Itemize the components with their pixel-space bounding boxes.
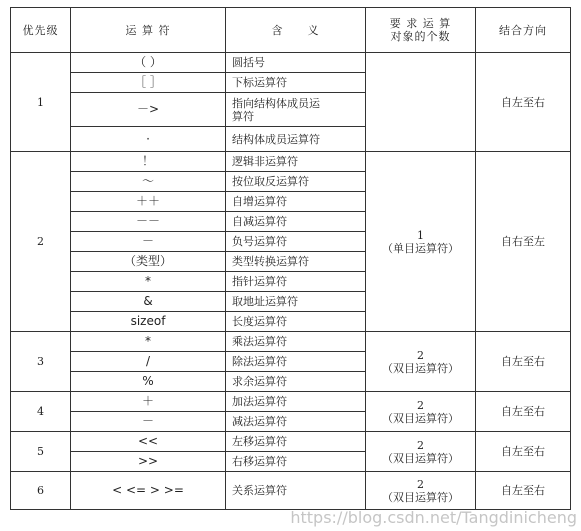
operator-cell: < <= > >= [71,472,226,510]
operator-cell: ［ ］ [71,73,226,93]
meaning-cell: 加法运算符 [226,392,366,412]
meaning-cell: 指针运算符 [226,272,366,292]
operator-cell: >> [71,452,226,472]
operator-cell: （ ） [71,53,226,73]
associativity-cell: 自左至右 [476,392,571,432]
meaning-cell: 圆括号 [226,53,366,73]
table-row [11,432,571,452]
operator-cell: ！ [71,152,226,172]
level-cell: 1 [11,53,71,152]
operand-count-cell [366,53,476,152]
operator-cell: ＋＋ [71,192,226,212]
meaning-cell: 类型转换运算符 [226,252,366,272]
operator-precedence-table [10,7,571,510]
operator-cell: / [71,352,226,372]
meaning-cell: 求余运算符 [226,372,366,392]
operand-count-cell: 2 （双目运算符） [366,472,476,510]
table-row [11,392,571,412]
operator-cell: % [71,372,226,392]
operator-cell: （类型） [71,252,226,272]
operator-cell: sizeof [71,312,226,332]
watermark-text: https://blog.csdn.net/Tangdinicheng [290,508,577,527]
level-cell: 3 [11,332,71,392]
associativity-cell: 自左至右 [476,53,571,152]
table-row [11,152,571,172]
level-cell: 4 [11,392,71,432]
operand-count-cell: 2 （双目运算符） [366,392,476,432]
table-row [11,472,571,510]
meaning-cell: 自减运算符 [226,212,366,232]
level-cell: 6 [11,472,71,510]
operator-cell: * [71,332,226,352]
operator-cell: － [71,232,226,252]
level-cell: 2 [11,152,71,332]
header-operator: 运 算 符 [71,8,226,53]
header-level: 优先级 [11,8,71,53]
meaning-cell: 指向结构体成员运 算符 [226,93,366,127]
associativity-cell: 自右至左 [476,152,571,332]
meaning-cell: 右移运算符 [226,452,366,472]
table-row [11,53,571,73]
operand-count-cell: 2 （双目运算符） [366,332,476,392]
header-associativity: 结合方向 [476,8,571,53]
meaning-cell: 逻辑非运算符 [226,152,366,172]
associativity-cell: 自左至右 [476,432,571,472]
meaning-cell: 左移运算符 [226,432,366,452]
table-row [11,332,571,352]
meaning-cell: 关系运算符 [226,472,366,510]
meaning-cell: 除法运算符 [226,352,366,372]
meaning-cell: 负号运算符 [226,232,366,252]
header-meaning: 含 义 [226,8,366,53]
meaning-cell: 取地址运算符 [226,292,366,312]
operator-cell: － [71,412,226,432]
operator-cell: * [71,272,226,292]
operand-count-cell: 2 （双目运算符） [366,432,476,472]
operator-cell: －－ [71,212,226,232]
header-operand-count-text: 要 求 运 算 对象的个数 [389,17,452,43]
operator-cell: & [71,292,226,312]
operator-cell: ＋ [71,392,226,412]
meaning-cell: 长度运算符 [226,312,366,332]
operator-cell: －> [71,93,226,127]
operator-cell: ～ [71,172,226,192]
meaning-cell: 结构体成员运算符 [226,127,366,152]
header-row [11,8,571,53]
meaning-cell: 下标运算符 [226,73,366,93]
meaning-cell: 按位取反运算符 [226,172,366,192]
associativity-cell: 自左至右 [476,332,571,392]
associativity-cell: 自左至右 [476,472,571,510]
operator-cell: << [71,432,226,452]
meaning-cell: 自增运算符 [226,192,366,212]
table-body [11,53,571,510]
operand-count-cell: 1 （单目运算符） [366,152,476,332]
meaning-cell: 减法运算符 [226,412,366,432]
level-cell: 5 [11,432,71,472]
operator-cell: · [71,127,226,152]
header-operand-count [366,8,476,53]
meaning-cell: 乘法运算符 [226,332,366,352]
